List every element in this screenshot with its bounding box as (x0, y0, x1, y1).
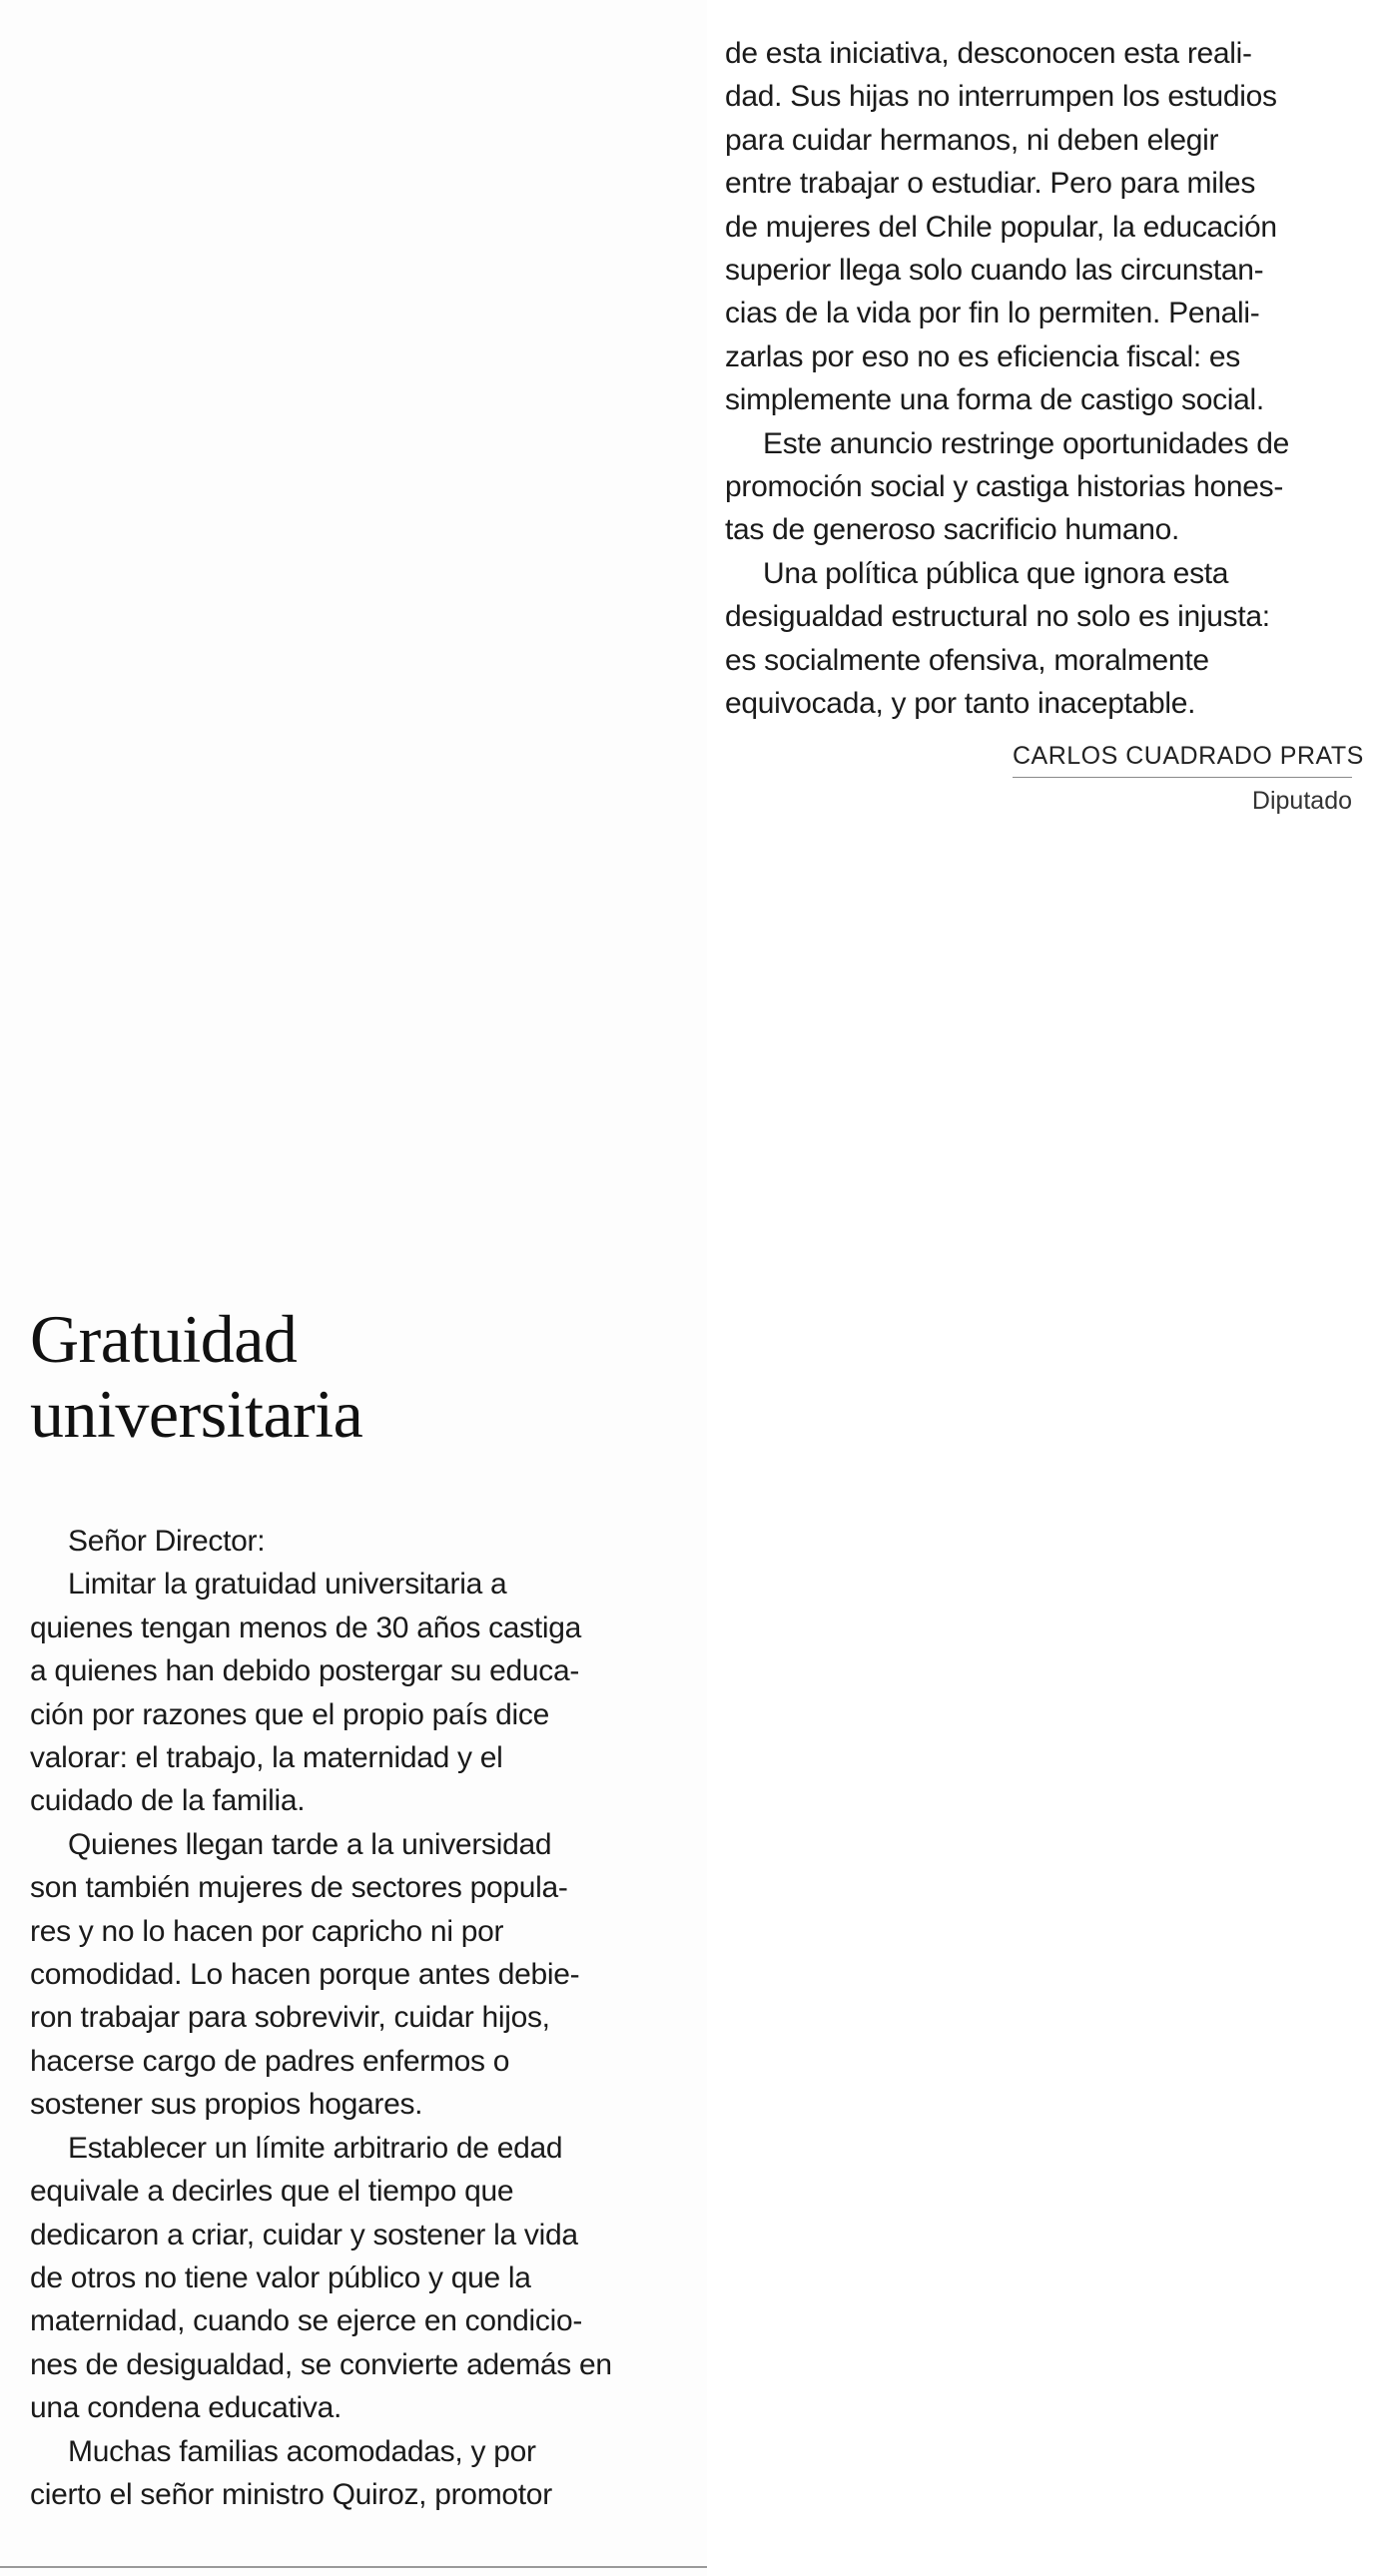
text-line: sostener sus propios hogares. (30, 2088, 423, 2122)
headline-line: universitaria (30, 1376, 363, 1452)
letter-body (30, 1520, 679, 2516)
text-line: simplemente una forma de castigo social. (725, 383, 1264, 417)
text-line: equivocada, y por tanto inaceptable. (725, 687, 1196, 721)
text-line: para cuidar hermanos, ni deben elegir (725, 123, 1219, 157)
letter-continuation-paragraphs (725, 32, 1344, 726)
headline-line: Gratuidad (30, 1301, 298, 1377)
text-line: ción por razones que el propio país dice (30, 1697, 550, 1731)
text-line: Señor Director: (68, 1525, 266, 1558)
text-line: Muchas familias acomodadas, y por (68, 2434, 536, 2468)
text-line: cuidado de la familia. (30, 1784, 306, 1818)
text-line: dad. Sus hijas no interrumpen los estudios (725, 80, 1277, 114)
text-line: promoción social y castiga historias hones- (725, 470, 1284, 504)
text-line: res y no lo hacen por capricho ni por (30, 1914, 504, 1948)
text-line: ron trabajar para sobrevivir, cuidar hijos, (30, 2001, 550, 2035)
text-line: comodidad. Lo hacen porque antes debie- (30, 1958, 580, 1992)
text-line: de esta iniciativa, desconocen esta reali- (725, 37, 1252, 70)
text-line: Establecer un límite arbitrario de edad (68, 2131, 563, 2165)
text-line: nes de desigualdad, se convierte además en (30, 2347, 612, 2381)
text-line: a quienes han debido postergar su educa- (30, 1654, 580, 1688)
letter-signature (1013, 741, 1364, 816)
text-line: valorar: el trabajo, la maternidad y el (30, 1741, 503, 1775)
letter-headline (30, 1302, 362, 1452)
signature-name: CARLOS CUADRADO PRATS (1013, 741, 1352, 778)
text-line: superior llega solo cuando las circunstan- (725, 254, 1264, 288)
text-line: Limitar la gratuidad universitaria a (68, 1568, 507, 1602)
text-line: Una política pública que ignora esta (763, 556, 1229, 590)
text-line: maternidad, cuando se ejerce en condicio- (30, 2304, 583, 2338)
text-line: dedicaron a criar, cuidar y sostener la vida (30, 2218, 578, 2252)
text-line: hacerse cargo de padres enfermos o (30, 2044, 510, 2078)
text-line: es socialmente ofensiva, moralmente (725, 643, 1209, 677)
text-line: entre trabajar o estudiar. Pero para miles (725, 167, 1256, 201)
text-line: quienes tengan menos de 30 años castiga (30, 1610, 582, 1644)
text-line: de mujeres del Chile popular, la educación (725, 210, 1277, 244)
letter-continuation-body (725, 32, 1344, 726)
text-line: zarlas por eso no es eficiencia fiscal: es (725, 339, 1240, 373)
text-line: una condena educativa. (30, 2391, 342, 2425)
text-line: cierto el señor ministro Quiroz, promotor (30, 2477, 552, 2511)
text-line: tas de generoso sacrificio humano. (725, 513, 1180, 547)
text-line: desigualdad estructural no solo es injusta: (725, 600, 1270, 634)
column-bottom-rule (0, 2566, 707, 2568)
text-line: Quienes llegan tarde a la universidad (68, 1827, 552, 1861)
text-line: son también mujeres de sectores popula- (30, 1871, 568, 1905)
text-line: equivale a decirles que el tiempo que (30, 2175, 514, 2209)
signature-role: Diputado (1251, 787, 1352, 815)
text-line: Este anuncio restringe oportunidades de (763, 426, 1289, 460)
text-line: cias de la vida por fin lo permiten. Penali- (725, 297, 1260, 330)
letter-paragraphs (30, 1520, 679, 2516)
text-line: de otros no tiene valor público y que la (30, 2260, 531, 2294)
